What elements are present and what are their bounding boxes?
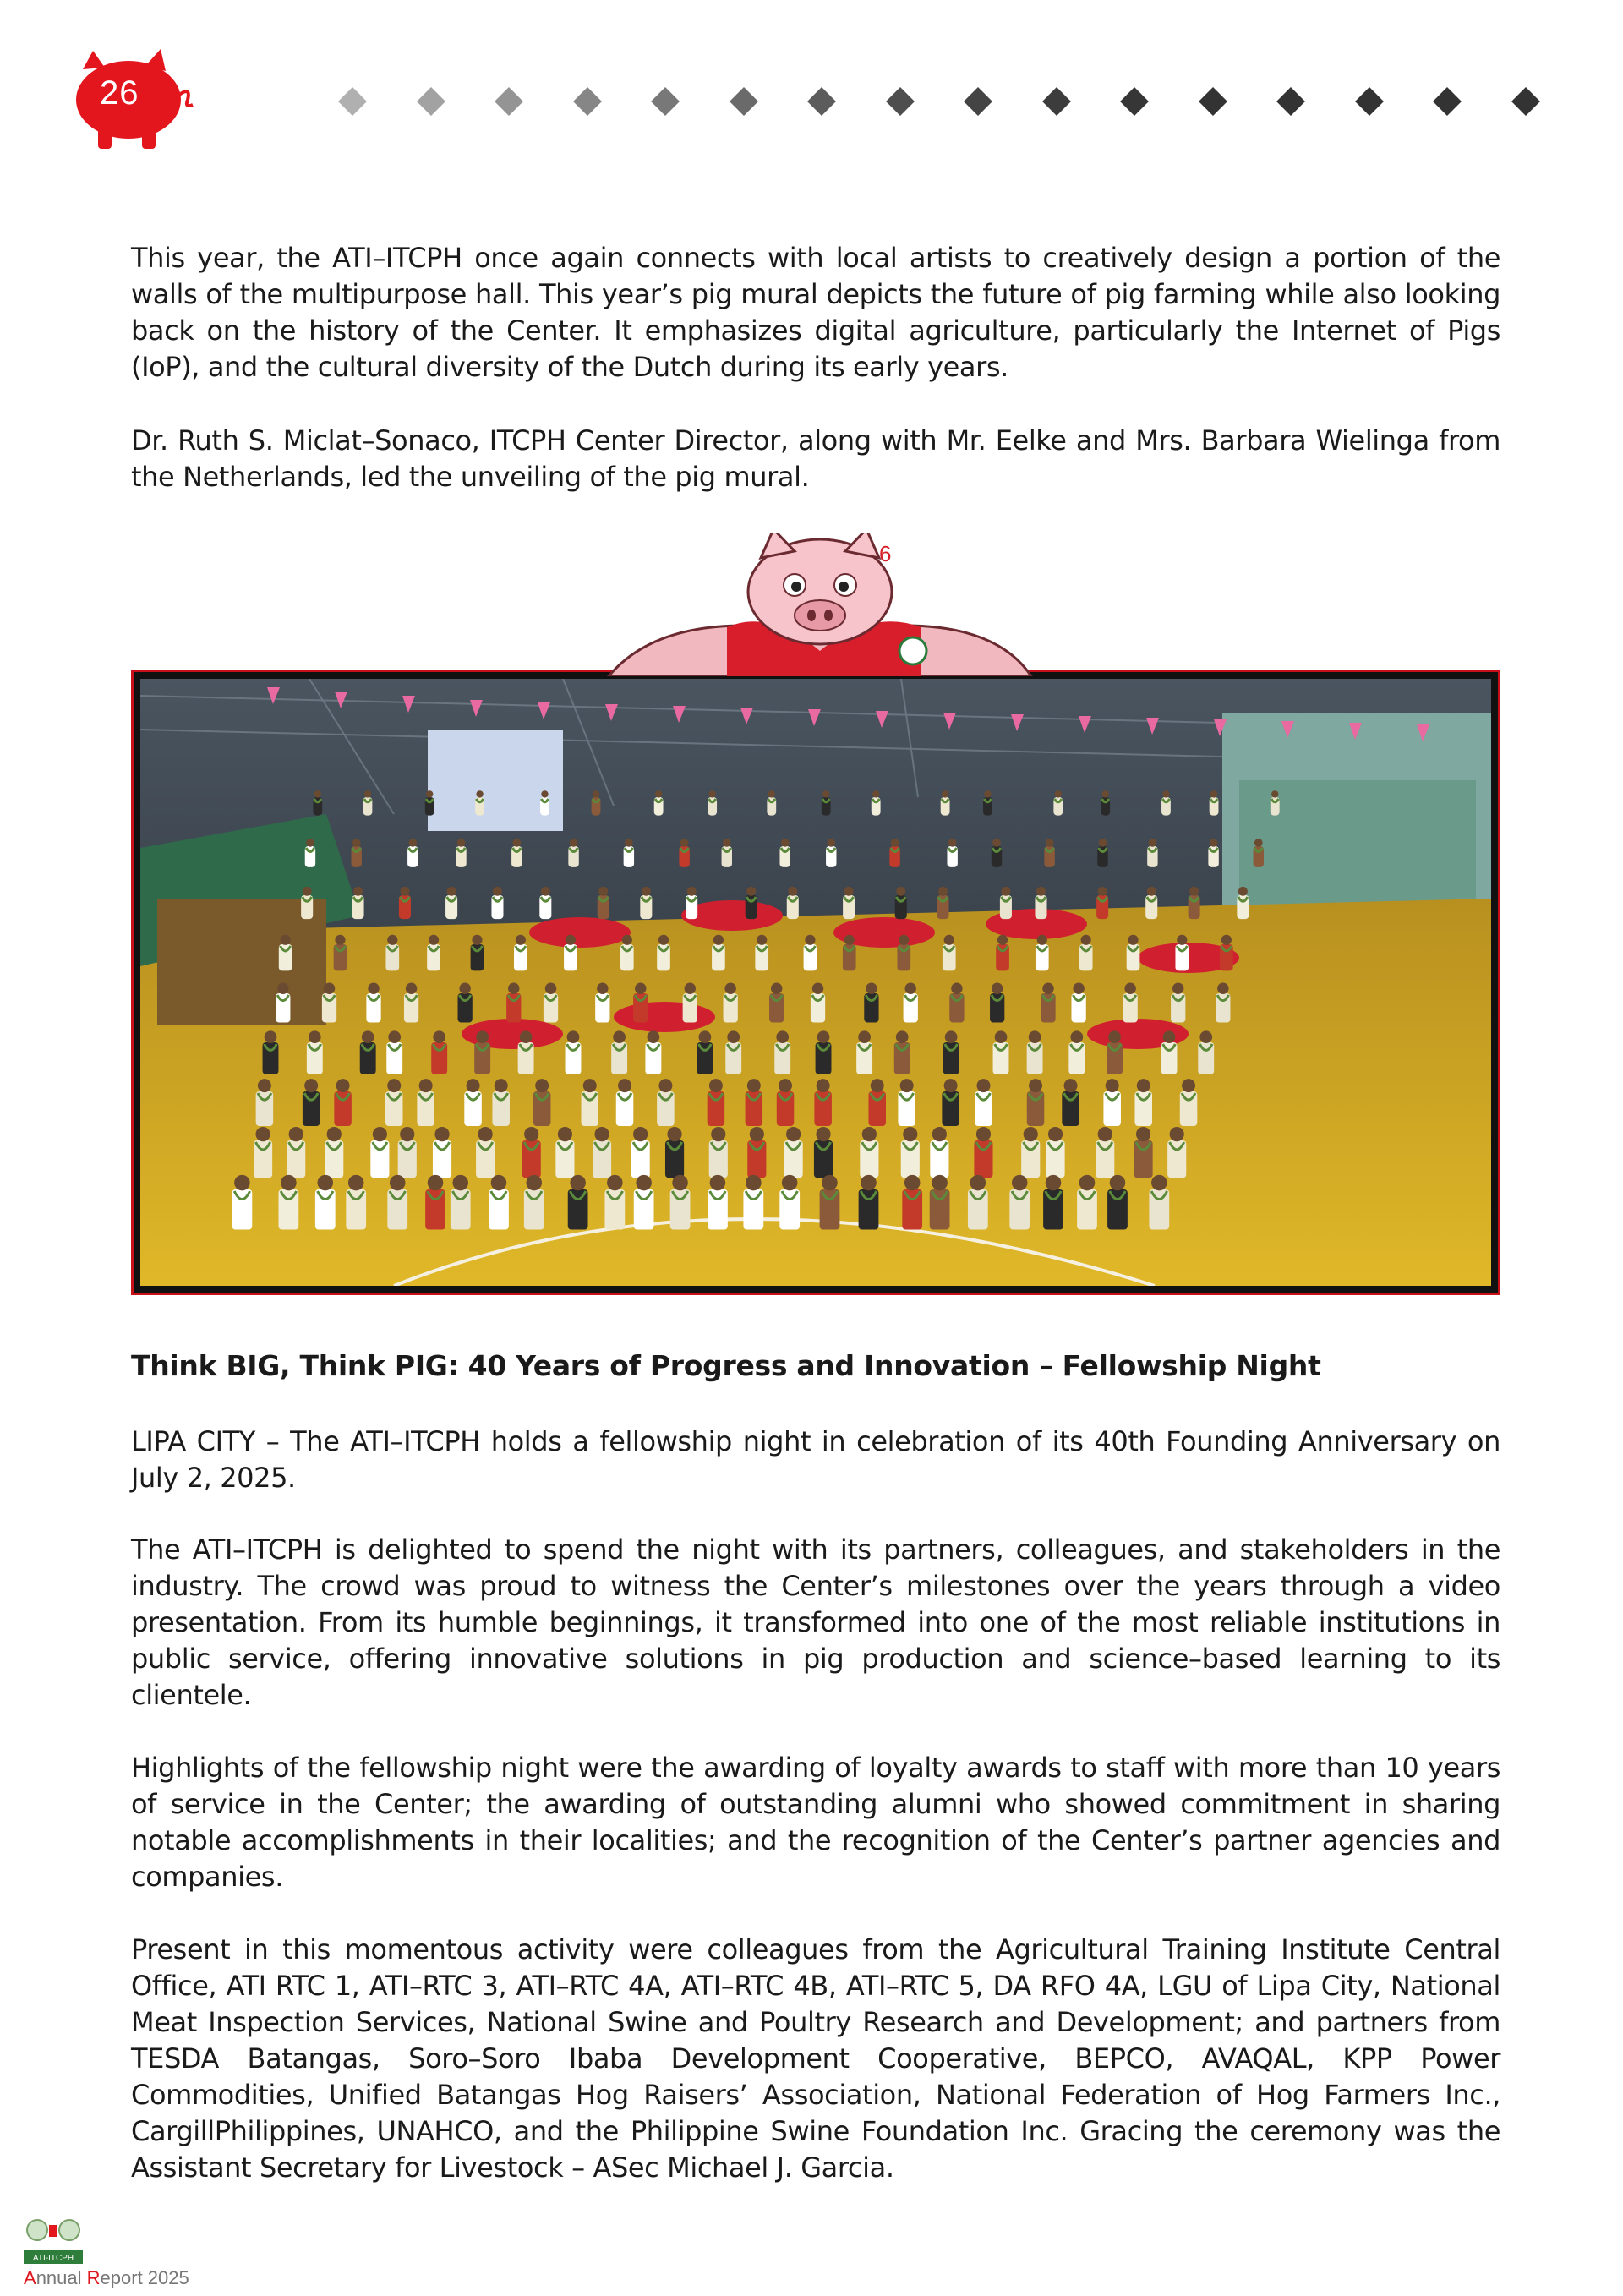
person-figure bbox=[322, 983, 336, 1023]
person-figure bbox=[1145, 887, 1157, 919]
diamond-icon bbox=[886, 87, 915, 116]
logo-label: ATI-ITCPH bbox=[32, 2254, 74, 2263]
article-paragraph-4: Present in this momentous activity were colleagues from the Agricultural Training Institute Central Office, ATI RTC 1, ATI–RTC 3, ATI–RTC 4A, ATI–RTC 4B, ATI–RTC 5, DA RFO 4A, LGU of Lipa City, National Meat Inspection Services, National Swine and Poultry Research and Development; and partners from TESDA Batangas, Soro–Soro Ibaba Development Cooperative, BEPCO, AVAQAL, KPP Power Commodities, Unified Batangas Hog Raisers’ Association, National Federation of Hog Farmers Inc., CargillPhilippines, UNAHCO, and the Philippine Swine Foundation Inc. Gracing the ceremony was the Assistant Secretary for Livestock – ASec Michael J. Garcia. bbox=[131, 1933, 1500, 2184]
person-figure bbox=[1208, 839, 1218, 867]
intro-paragraph-1: This year, the ATI–ITCPH once again connects with local artists to creatively design a portion of the walls of the multipurpose hall. This year’s pig mural depicts the future of pig farming while also looking back on the history of the Center. It emphasizes digital agriculture, particularly the Internet of Pigs (IoP), and the cultural diversity of the Dutch during its early years. bbox=[131, 242, 1500, 383]
person-figure bbox=[1161, 790, 1171, 815]
diamond-icon bbox=[730, 87, 758, 116]
person-figure bbox=[1107, 1030, 1123, 1074]
person-figure bbox=[1009, 1175, 1030, 1230]
diamond-icon bbox=[338, 87, 367, 116]
person-figure bbox=[860, 1127, 878, 1178]
person-figure bbox=[555, 1127, 574, 1178]
person-figure bbox=[814, 1079, 832, 1126]
intro-paragraph-2: Dr. Ruth S. Miclat–Sonaco, ITCPH Center Director, along with Mr. Eelke and Mrs. Barbara Wielinga from the Netherlands, led the unveiling of the pig mural. bbox=[131, 424, 1500, 493]
person-figure bbox=[708, 1079, 725, 1126]
person-figure bbox=[1171, 983, 1185, 1023]
person-figure bbox=[631, 1127, 650, 1178]
person-figure bbox=[633, 983, 648, 1023]
person-figure bbox=[276, 983, 290, 1023]
person-figure bbox=[990, 983, 1004, 1023]
person-figure bbox=[864, 983, 878, 1023]
person-figure bbox=[843, 935, 856, 971]
person-figure bbox=[611, 1030, 627, 1074]
person-figure bbox=[943, 1030, 959, 1074]
person-figure bbox=[645, 1030, 661, 1074]
person-figure bbox=[898, 1079, 915, 1126]
person-figure bbox=[492, 1079, 510, 1126]
person-figure bbox=[784, 1127, 803, 1178]
person-figure bbox=[524, 1175, 544, 1230]
diamond-icon bbox=[1199, 87, 1227, 116]
person-figure bbox=[670, 1175, 691, 1230]
person-figure bbox=[1175, 935, 1189, 971]
person-figure bbox=[315, 1175, 336, 1230]
person-figure bbox=[996, 935, 1009, 971]
person-figure bbox=[1198, 1030, 1214, 1074]
person-figure bbox=[474, 1030, 490, 1074]
person-figure bbox=[1271, 790, 1280, 815]
person-figure bbox=[814, 1127, 833, 1178]
person-figure bbox=[968, 1175, 988, 1230]
person-figure bbox=[533, 1079, 551, 1126]
person-figure bbox=[993, 1030, 1009, 1074]
person-figure bbox=[904, 983, 918, 1023]
person-figure bbox=[755, 935, 768, 971]
person-figure bbox=[779, 839, 790, 867]
person-figure bbox=[712, 935, 725, 971]
person-figure bbox=[949, 983, 964, 1023]
person-figure bbox=[1096, 1127, 1114, 1178]
person-figure bbox=[872, 790, 881, 815]
person-figure bbox=[774, 1030, 790, 1074]
person-figure bbox=[305, 839, 315, 867]
person-figure bbox=[385, 1079, 403, 1126]
page-number: 26 bbox=[100, 74, 139, 112]
person-figure bbox=[1097, 839, 1107, 867]
person-figure bbox=[930, 1127, 948, 1178]
fellowship-night-photo bbox=[131, 670, 1500, 1295]
person-figure bbox=[366, 983, 380, 1023]
person-figure bbox=[943, 935, 956, 971]
pig-mascot-icon bbox=[600, 533, 1040, 676]
person-figure bbox=[1134, 1127, 1152, 1178]
person-figure bbox=[816, 1030, 832, 1074]
person-figure bbox=[743, 1175, 763, 1230]
person-figure bbox=[568, 839, 578, 867]
diamond-icon bbox=[651, 87, 680, 116]
person-figure bbox=[399, 887, 411, 919]
person-figure bbox=[1107, 1175, 1128, 1230]
person-figure bbox=[475, 790, 484, 815]
person-figure bbox=[303, 1079, 320, 1126]
person-figure bbox=[868, 1079, 886, 1126]
person-figure bbox=[1237, 887, 1249, 919]
diamond-icon bbox=[1042, 87, 1071, 116]
person-figure bbox=[489, 1175, 509, 1230]
person-figure bbox=[769, 983, 784, 1023]
person-figure bbox=[491, 887, 503, 919]
person-figure bbox=[544, 983, 558, 1023]
person-figure bbox=[697, 1030, 713, 1074]
person-figure bbox=[679, 839, 689, 867]
person-figure bbox=[1161, 1030, 1178, 1074]
person-figure bbox=[279, 935, 292, 971]
diamond-icon bbox=[495, 87, 523, 116]
person-figure bbox=[301, 887, 313, 919]
person-figure bbox=[930, 1175, 950, 1230]
person-figure bbox=[325, 1127, 343, 1178]
person-figure bbox=[616, 1079, 634, 1126]
person-figure bbox=[1053, 790, 1063, 815]
person-figure bbox=[974, 1127, 992, 1178]
person-figure bbox=[1101, 790, 1110, 815]
person-figure bbox=[708, 1175, 728, 1230]
person-figure bbox=[1041, 983, 1055, 1023]
person-figure bbox=[620, 935, 634, 971]
person-figure bbox=[708, 790, 717, 815]
person-figure bbox=[604, 1175, 625, 1230]
person-figure bbox=[387, 1175, 407, 1230]
person-figure bbox=[593, 1127, 611, 1178]
person-figure bbox=[433, 1127, 451, 1178]
person-figure bbox=[937, 887, 948, 919]
person-figure bbox=[1036, 935, 1049, 971]
person-figure bbox=[287, 1127, 305, 1178]
person-figure bbox=[279, 1175, 299, 1230]
person-figure bbox=[787, 887, 799, 919]
person-figure bbox=[386, 1030, 402, 1074]
ati-itcph-logo bbox=[22, 2217, 90, 2267]
diamond-icon bbox=[1276, 87, 1305, 116]
article-paragraph-2: The ATI–ITCPH is delighted to spend the night with its partners, colleagues, and stakeholders in the industry. The crowd was proud to witness the Center’s milestones over the years through a video presentation. From its humble beginnings, it transformed into one of the most reliable institutions in public service, offering innovative solutions in pig production and science–based learning to its clientele. bbox=[131, 1533, 1500, 1711]
diamond-icon bbox=[1120, 87, 1149, 116]
person-figure bbox=[665, 1127, 684, 1178]
person-figure bbox=[889, 839, 899, 867]
person-figure bbox=[1189, 887, 1200, 919]
person-figure bbox=[657, 1079, 675, 1126]
person-figure bbox=[947, 839, 957, 867]
person-figure bbox=[859, 1175, 879, 1230]
person-figure bbox=[1254, 839, 1264, 867]
person-figure bbox=[458, 983, 473, 1023]
person-figure bbox=[514, 935, 527, 971]
person-figure bbox=[1149, 1175, 1169, 1230]
person-figure bbox=[232, 1175, 253, 1230]
person-figure bbox=[1167, 1127, 1186, 1178]
person-figure bbox=[263, 1030, 279, 1074]
person-figure bbox=[1027, 1079, 1045, 1126]
person-figure bbox=[1021, 1127, 1040, 1178]
person-figure bbox=[1000, 887, 1012, 919]
person-figure bbox=[598, 887, 609, 919]
person-figure bbox=[427, 935, 440, 971]
person-figure bbox=[657, 935, 670, 971]
person-figure bbox=[564, 935, 577, 971]
person-figure bbox=[941, 790, 950, 815]
footer-report-label: Annual Report 2025 bbox=[24, 2267, 189, 2288]
person-figure bbox=[1147, 839, 1157, 867]
person-figure bbox=[894, 1030, 910, 1074]
person-figure bbox=[902, 1175, 922, 1230]
person-figure bbox=[992, 839, 1002, 867]
mascot-badge-number: 6 bbox=[879, 541, 892, 566]
person-figure bbox=[351, 839, 361, 867]
person-figure bbox=[1043, 1175, 1063, 1230]
person-figure bbox=[334, 1079, 352, 1126]
person-figure bbox=[582, 1079, 599, 1126]
person-figure bbox=[804, 935, 817, 971]
person-figure bbox=[540, 790, 549, 815]
person-figure bbox=[975, 1079, 992, 1126]
person-figure bbox=[363, 790, 373, 815]
person-figure bbox=[777, 1079, 795, 1126]
person-figure bbox=[640, 887, 652, 919]
person-figure bbox=[724, 983, 738, 1023]
diamond-icon bbox=[807, 87, 836, 116]
person-figure bbox=[820, 1175, 840, 1230]
person-figure bbox=[856, 1030, 872, 1074]
person-figure bbox=[1035, 887, 1046, 919]
person-figure bbox=[254, 1127, 272, 1178]
decorative-diamond-row bbox=[342, 85, 1577, 118]
person-figure bbox=[1077, 1175, 1097, 1230]
diamond-icon bbox=[1433, 87, 1462, 116]
person-figure bbox=[385, 935, 399, 971]
person-figure bbox=[1062, 1079, 1079, 1126]
person-figure bbox=[709, 1127, 728, 1178]
person-figure bbox=[539, 887, 551, 919]
person-figure bbox=[352, 887, 364, 919]
person-figure bbox=[346, 1175, 366, 1230]
person-figure bbox=[1027, 1030, 1043, 1074]
person-figure bbox=[464, 1079, 482, 1126]
person-figure bbox=[746, 1079, 763, 1126]
person-figure bbox=[425, 790, 434, 815]
person-figure bbox=[1220, 935, 1233, 971]
person-figure bbox=[360, 1030, 376, 1074]
person-figure bbox=[511, 839, 522, 867]
person-figure bbox=[566, 1030, 582, 1074]
group-photo-image bbox=[140, 679, 1491, 1286]
person-figure bbox=[417, 1079, 434, 1126]
diamond-icon bbox=[1355, 87, 1384, 116]
person-figure bbox=[683, 983, 697, 1023]
person-figure bbox=[1071, 983, 1085, 1023]
diamond-icon bbox=[573, 87, 602, 116]
person-figure bbox=[307, 1030, 323, 1074]
person-figure bbox=[1134, 1079, 1152, 1126]
person-figure bbox=[725, 1030, 741, 1074]
person-figure bbox=[256, 1079, 274, 1126]
person-figure bbox=[506, 983, 521, 1023]
person-figure bbox=[897, 935, 910, 971]
person-figure bbox=[1216, 983, 1230, 1023]
person-figure bbox=[843, 887, 855, 919]
diamond-icon bbox=[417, 87, 445, 116]
person-figure bbox=[654, 790, 664, 815]
person-figure bbox=[826, 839, 836, 867]
person-figure bbox=[471, 935, 484, 971]
person-figure bbox=[686, 887, 697, 919]
person-figure bbox=[811, 983, 825, 1023]
person-figure bbox=[334, 935, 347, 971]
person-figure bbox=[746, 887, 757, 919]
person-figure bbox=[1096, 887, 1108, 919]
person-figure bbox=[624, 839, 634, 867]
person-figure bbox=[404, 983, 418, 1023]
article-paragraph-3: Highlights of the fellowship night were the awarding of loyalty awards to staff with more than 10 years of service in the Center; the awarding of outstanding alumni who showed commitment in sharing notable accomplishments in their localities; and the recognition of the Center’s partner agencies and companies. bbox=[131, 1752, 1500, 1893]
person-figure bbox=[722, 839, 732, 867]
person-figure bbox=[1103, 1079, 1121, 1126]
person-figure bbox=[1127, 935, 1140, 971]
person-figure bbox=[1180, 1079, 1198, 1126]
person-figure bbox=[983, 790, 992, 815]
person-figure bbox=[901, 1127, 920, 1178]
person-figure bbox=[407, 839, 418, 867]
person-figure bbox=[1046, 1127, 1064, 1178]
person-figure bbox=[634, 1175, 654, 1230]
person-figure bbox=[822, 790, 831, 815]
person-figure bbox=[1079, 935, 1093, 971]
diamond-icon bbox=[1511, 87, 1540, 116]
person-figure bbox=[425, 1175, 445, 1230]
person-figure bbox=[398, 1127, 417, 1178]
person-figure bbox=[313, 790, 322, 815]
article-heading: Think BIG, Think PIG: 40 Years of Progress and Innovation – Fellowship Night bbox=[131, 1349, 1321, 1382]
person-figure bbox=[895, 887, 907, 919]
diamond-icon bbox=[964, 87, 992, 116]
person-figure bbox=[568, 1175, 588, 1230]
person-figure bbox=[1210, 790, 1219, 815]
person-figure bbox=[942, 1079, 959, 1126]
person-figure bbox=[779, 1175, 800, 1230]
person-figure bbox=[1123, 983, 1138, 1023]
person-figure bbox=[370, 1127, 389, 1178]
article-paragraph-1: LIPA CITY – The ATI–ITCPH holds a fellowship night in celebration of its 40th Founding Anniversary on July 2, 2025. bbox=[131, 1425, 1500, 1494]
person-figure bbox=[518, 1030, 534, 1074]
person-figure bbox=[522, 1127, 541, 1178]
person-figure bbox=[451, 1175, 471, 1230]
person-figure bbox=[767, 790, 776, 815]
person-figure bbox=[431, 1030, 447, 1074]
person-figure bbox=[595, 983, 609, 1023]
person-figure bbox=[747, 1127, 766, 1178]
person-figure bbox=[456, 839, 466, 867]
person-figure bbox=[476, 1127, 495, 1178]
person-figure bbox=[445, 887, 457, 919]
person-figure bbox=[592, 790, 601, 815]
person-figure bbox=[1068, 1030, 1085, 1074]
person-figure bbox=[1044, 839, 1054, 867]
